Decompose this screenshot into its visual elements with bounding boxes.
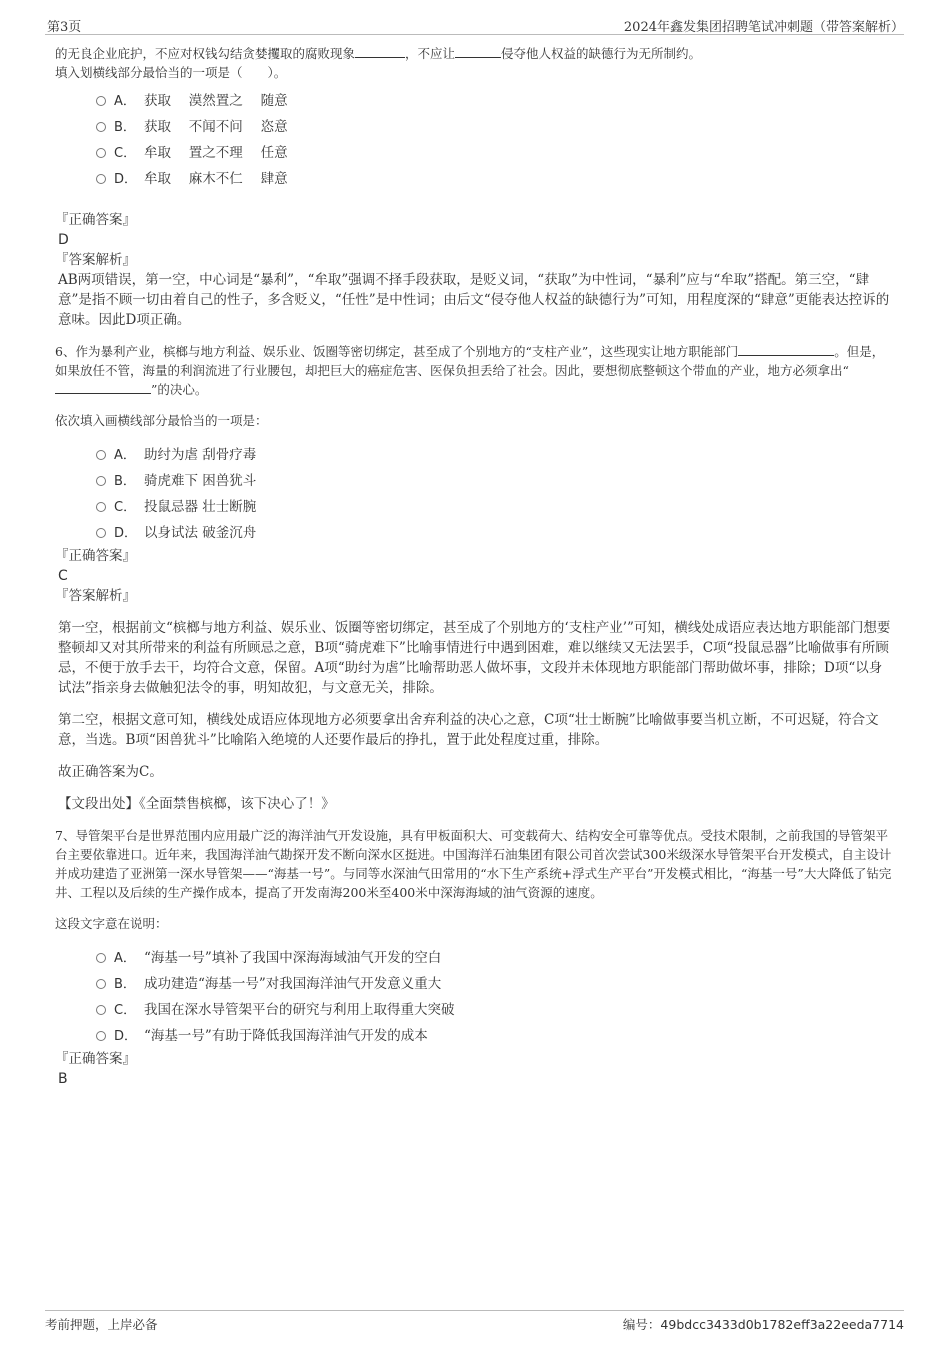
- q6-passage: 6、作为暴利产业，槟榔与地方利益、娱乐业、饭圈等密切绑定，甚至成了个别地方的“支柱产业”，这些现实让地方职能部门 。但是，如果放任不管，海量的利润流进了行业腰包，却把巨大的癌症危害、医保负担丢给了社会。因此，要想彻底整顿这个带血的产业，地方必须拿出“”的决心。: [55, 344, 885, 397]
- option-b[interactable]: B． 骑虎难下 困兽犹斗: [96, 468, 895, 494]
- blank-line: [355, 45, 405, 58]
- option-a[interactable]: A． 获取 漠然置之 随意: [96, 88, 895, 114]
- blank-line: [738, 343, 834, 356]
- page-header: [45, 14, 904, 35]
- analysis-heading: 『答案解析』: [55, 252, 136, 268]
- document-id: 编号：49bdcc3433d0b1782eff3a22eeda7714: [622, 1317, 904, 1332]
- q5-instruction: 填入划横线部分最恰当的一项是（ ）。: [55, 65, 287, 80]
- option-b[interactable]: B． 成功建造“海基一号”对我国海洋油气开发意义重大: [96, 971, 895, 997]
- q7-passage: 7、导管架平台是世界范围内应用最广泛的海洋油气开发设施，具有甲板面积大、可变载荷大、结构安全可靠等优点。受技术限制，之前我国的导管架平台主要依靠进口。近年来，我国海洋油气勘探开发不断向深水区挺进。中国海洋石油集团有限公司首次尝试300米级深水导管架平台开发模式，自主设计并成功建造了亚洲第一深水导管架——“海基一号”。与同等水深油气田常用的“水下生产系统+浮式生产平台”开发模式相比，“海基一号”大大降低了钻完井、工程以及后续的生产操作成本，提高了开发南海200米至400米中深海海域的油气资源的速度。: [55, 828, 892, 900]
- analysis-heading: 『答案解析』: [55, 588, 136, 604]
- radio-icon[interactable]: [96, 1031, 106, 1041]
- answer-heading: 『正确答案』: [55, 548, 136, 564]
- option-c[interactable]: C． 投鼠忌器 壮士断腕: [96, 494, 895, 520]
- radio-icon[interactable]: [96, 122, 106, 132]
- q5-passage: 的无良企业庇护，不应对权钱勾结贪婪攫取的腐败现象 ，不应让 侵夺他人权益的缺德行为无所制约。: [55, 46, 702, 61]
- option-d[interactable]: D． 以身试法 破釜沉舟: [96, 520, 895, 546]
- radio-icon[interactable]: [96, 528, 106, 538]
- analysis-conclusion: 故正确答案为C。: [58, 764, 163, 780]
- blank-line: [455, 45, 501, 58]
- radio-icon[interactable]: [96, 1005, 106, 1015]
- option-b[interactable]: B． 获取 不闻不问 恣意: [96, 114, 895, 140]
- footer-slogan: 考前押题，上岸必备: [45, 1317, 158, 1332]
- radio-icon[interactable]: [96, 476, 106, 486]
- document-body: [55, 44, 895, 1089]
- radio-icon[interactable]: [96, 450, 106, 460]
- radio-icon[interactable]: [96, 96, 106, 106]
- answer-value: D: [58, 232, 69, 248]
- analysis-paragraph-2: 第二空，根据文意可知，横线处成语应体现地方必须要拿出舍弃利益的决心之意，C项“壮士断腕”比喻做事要当机立断，不可迟疑，符合文意，当选。B项“困兽犹斗”比喻陷入绝境的人还要作最后的挣扎，置于此处程度过重，排除。: [58, 712, 879, 748]
- answer-value: B: [58, 1071, 68, 1087]
- q6-instruction: 依次填入画横线部分最恰当的一项是：: [55, 413, 268, 428]
- radio-icon[interactable]: [96, 148, 106, 158]
- blank-line: [55, 381, 151, 394]
- answer-value: C: [58, 568, 68, 584]
- option-d[interactable]: D． 牟取 麻木不仁 肆意: [96, 166, 895, 192]
- option-a[interactable]: A． “海基一号”填补了我国中深海海域油气开发的空白: [96, 945, 895, 971]
- option-c[interactable]: C． 牟取 置之不理 任意: [96, 140, 895, 166]
- q7-instruction: 这段文字意在说明：: [55, 916, 168, 931]
- radio-icon[interactable]: [96, 174, 106, 184]
- radio-icon[interactable]: [96, 953, 106, 963]
- radio-icon[interactable]: [96, 979, 106, 989]
- answer-heading: 『正确答案』: [55, 212, 136, 228]
- page-footer: [45, 1310, 904, 1335]
- q7-options: [96, 945, 895, 1049]
- answer-heading: 『正确答案』: [55, 1051, 136, 1067]
- option-d[interactable]: D． “海基一号”有助于降低我国海洋油气开发的成本: [96, 1023, 895, 1049]
- q5-options: [96, 88, 895, 192]
- analysis-paragraph-1: 第一空，根据前文“槟榔与地方利益、娱乐业、饭圈等密切绑定，甚至成了个别地方的‘支柱产业’”可知，横线处成语应表达地方职能部门想要整顿却又对其所带来的利益有所顾忌之意，B项“骑虎难下”比喻事情进行中遇到困难，难以继续又无法罢手，C项“投鼠忌器”比喻做事有所顾忌，不便于放手去干，均符合文意，保留。A项“助纣为虐”比喻帮助恶人做坏事，文段并未体现地方职能部门帮助做坏事，排除；D项“以身试法”指亲身去做触犯法令的事，明知故犯，与文意无关，排除。: [58, 620, 891, 696]
- option-a[interactable]: A． 助纣为虐 刮骨疗毒: [96, 442, 895, 468]
- source-citation: 【文段出处】《全面禁售槟榔，该下决心了！》: [58, 796, 335, 812]
- analysis-text: AB两项错误，第一空，中心词是“暴利”，“牟取”强调不择手段获取，是贬义词，“获取”为中性词，“暴利”应与“牟取”搭配。第三空，“肆意”是指不顾一切由着自己的性子，多含贬义，“任性”是中性词；由后文“侵夺他人权益的缺德行为”可知，用程度深的“肆意”更能表达控诉的意味。因此D项正确。: [58, 272, 890, 328]
- q6-options: [96, 442, 895, 546]
- option-c[interactable]: C． 我国在深水导管架平台的研究与利用上取得重大突破: [96, 997, 895, 1023]
- radio-icon[interactable]: [96, 502, 106, 512]
- page-number: 第3页: [47, 20, 82, 35]
- document-title: 2024年鑫发集团招聘笔试冲刺题（带答案解析）: [623, 20, 904, 35]
